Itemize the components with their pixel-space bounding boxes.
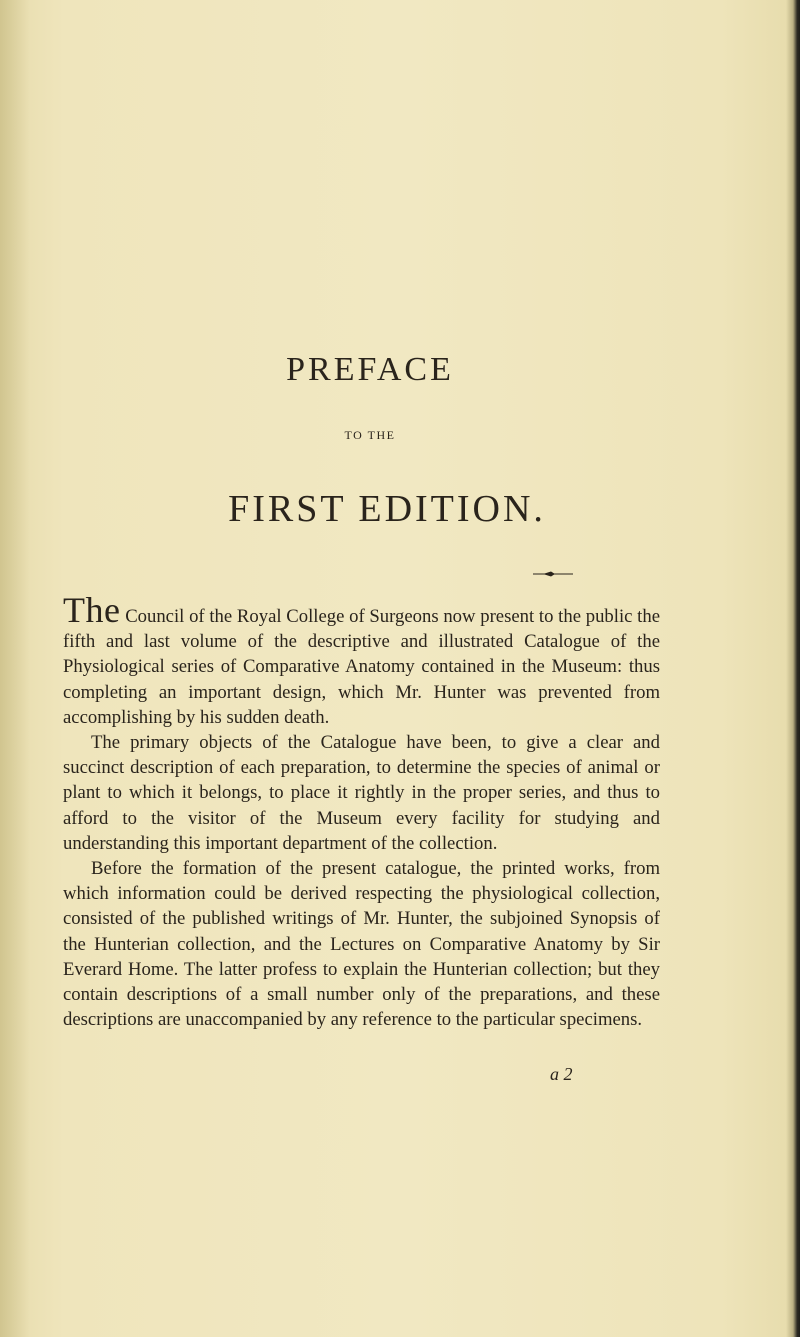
- preface-title: PREFACE: [286, 351, 454, 388]
- edition-subtitle: FIRST EDITION.: [228, 488, 546, 530]
- page-edge: [786, 0, 800, 1337]
- preface-body: [63, 590, 660, 1032]
- paragraph-2: The primary objects of the Catalogue have been, to give a clear and succinct description of each preparation, to determine the species of animal or plant to which it belongs, to place it rightly in the proper series, and thus to afford to the visitor of the Museum every facility for studying and understanding this important department of the collection.: [63, 732, 660, 854]
- page-gutter-shadow: [0, 0, 30, 1337]
- dropcap: The: [63, 590, 121, 630]
- connector-text: TO THE: [344, 428, 396, 442]
- paragraph-1-text: Council of the Royal College of Surgeons now present to the public the fifth and last volume of the descriptive and illustrated Catalogue of the Physiological series of Comparative Anatomy contained in the Museum: thus completing an important design, which Mr. Hunter was prevented from accomplishing by his sudden death.: [63, 606, 660, 728]
- paragraph-1: [63, 590, 660, 730]
- horizontal-rule-ornament-icon: [533, 569, 573, 579]
- paragraph-3: Before the formation of the present catalogue, the printed works, from which information could be derived respecting the physiological collection, consisted of the published writings of Mr. Hunter, the subjoined Synopsis of the Hunterian collection, and the Lectures on Comparative Anatomy by Sir Everard Home. The latter profess to explain the Hunterian collection; but they contain descriptions of a small number only of the preparations, and these descriptions are unaccompanied by any reference to the particular specimens.: [63, 858, 660, 1031]
- signature-mark: a 2: [550, 1064, 573, 1084]
